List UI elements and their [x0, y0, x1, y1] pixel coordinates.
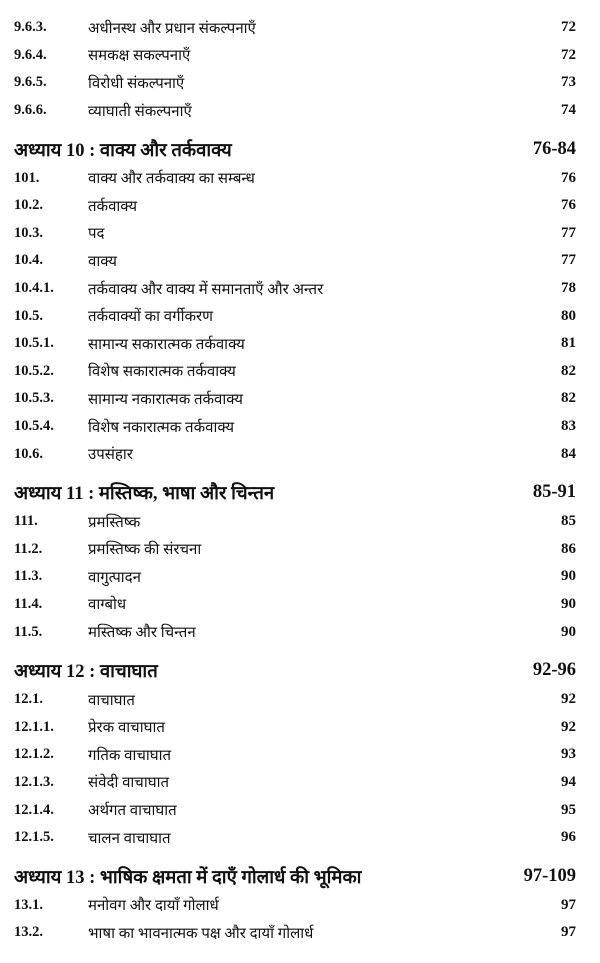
entry-number: 11.5. [14, 623, 43, 640]
entry-number: 9.6.5. [14, 74, 47, 91]
toc-entry [14, 275, 576, 303]
entry-title: सामान्य नकारात्मक तर्कवाक्य [88, 391, 243, 408]
entry-title: चालन वाचाघात [88, 830, 171, 847]
chapter-title: अध्याय 13 : भाषिक क्षमता में दाएँ गोलार्ध की भूमिका [14, 867, 362, 888]
entry-page: 77 [561, 252, 576, 269]
entry-page: 90 [561, 623, 576, 640]
entry-number: 10.3. [14, 224, 43, 241]
toc-entry [14, 796, 576, 824]
entry-title: विरोधी संकल्पनाएँ [88, 75, 185, 92]
entry-title: विशेष सकारात्मक तर्कवाक्य [88, 364, 236, 381]
entry-number: 10.6. [14, 445, 43, 462]
entry-page: 83 [561, 418, 576, 435]
chapter-page-range: 92-96 [532, 660, 576, 681]
entry-title: वागुत्पादन [88, 569, 141, 586]
entry-number: 9.6.4. [14, 46, 47, 63]
toc-entry [14, 686, 576, 714]
toc-entry [14, 330, 576, 358]
chapter-heading [14, 478, 576, 508]
entry-title: विशेष नकारात्मक तर्कवाक्य [88, 419, 235, 436]
entry-title: मनोवग और दायाँ गोलार्ध [88, 898, 219, 915]
entry-number: 10.5.3. [14, 390, 54, 407]
toc-entry [14, 508, 576, 536]
entry-page: 86 [561, 540, 576, 557]
entry-title: वाचाघात [88, 692, 135, 709]
entry-page: 81 [561, 335, 576, 352]
entry-number: 10.5. [14, 307, 43, 324]
chapter-title: अध्याय 10 : वाक्य और तर्कवाक्य [14, 140, 232, 161]
entry-page: 92 [561, 691, 576, 708]
toc-entry [14, 824, 576, 852]
toc-entry [14, 769, 576, 797]
entry-title: संवेदी वाचाघात [88, 775, 170, 792]
entry-number: 12.1. [14, 691, 43, 708]
entry-number: 10.4.1. [14, 280, 54, 297]
entry-number: 9.6.3. [14, 19, 47, 36]
entry-page: 84 [561, 445, 576, 462]
toc-entry [14, 247, 576, 275]
entry-number: 9.6.6. [14, 102, 47, 119]
entry-title: भाषा का भावनात्मक पक्ष और दायाँ गोलार्ध [88, 925, 314, 942]
entry-title: उपसंहार [88, 447, 133, 464]
chapter-page-range: 76-84 [532, 138, 576, 159]
entry-page: 93 [561, 746, 576, 763]
toc-entry [14, 192, 576, 220]
entry-page: 92 [561, 718, 576, 735]
toc-entry [14, 14, 576, 42]
entry-title: व्याघाती संकल्पनाएँ [88, 103, 192, 120]
entry-page: 82 [561, 362, 576, 379]
entry-page: 72 [561, 19, 576, 36]
entry-page: 72 [561, 46, 576, 63]
entry-number: 12.1.5. [14, 829, 54, 846]
toc-entry [14, 302, 576, 330]
entry-page: 90 [561, 595, 576, 612]
toc-entry [14, 919, 576, 947]
entry-page: 95 [561, 801, 576, 818]
table-of-contents [14, 14, 576, 947]
entry-title: वाक्य और तर्कवाक्य का सम्बन्ध [88, 171, 255, 188]
entry-title: समकक्ष सकल्पनाएँ [88, 48, 191, 65]
toc-entry [14, 358, 576, 386]
entry-title: प्रमस्तिष्क [88, 514, 141, 531]
entry-number: 11.2. [14, 540, 43, 557]
entry-page: 82 [561, 390, 576, 407]
entry-page: 90 [561, 568, 576, 585]
chapter-page-range: 85-91 [532, 482, 576, 503]
entry-title: मस्तिष्क और चिन्तन [88, 625, 196, 642]
entry-number: 12.1.2. [14, 746, 54, 763]
entry-title: पद [88, 226, 105, 243]
entry-number: 10.5.1. [14, 335, 54, 352]
entry-number: 12.1.3. [14, 773, 54, 790]
toc-entry [14, 69, 576, 97]
toc-entry [14, 536, 576, 564]
toc-entry [14, 591, 576, 619]
entry-title: गतिक वाचाघात [88, 747, 172, 764]
entry-title: सामान्य सकारात्मक तर्कवाक्य [88, 336, 245, 353]
toc-entry [14, 220, 576, 248]
toc-entry [14, 741, 576, 769]
entry-number: 111. [14, 513, 38, 530]
entry-page: 97 [561, 924, 576, 941]
toc-entry [14, 385, 576, 413]
entry-title: प्रमस्तिष्क की संरचना [88, 542, 202, 559]
entry-page: 73 [561, 74, 576, 91]
entry-page: 80 [561, 307, 576, 324]
chapter-heading [14, 656, 576, 686]
toc-entry [14, 891, 576, 919]
entry-page: 78 [561, 280, 576, 297]
chapter-title: अध्याय 11 : मस्तिष्क, भाषा और चिन्तन [14, 484, 275, 505]
entry-title: वाक्य [88, 253, 117, 270]
entry-number: 101. [14, 169, 40, 186]
entry-number: 10.4. [14, 252, 43, 269]
toc-entry [14, 42, 576, 70]
entry-number: 10.2. [14, 197, 43, 214]
entry-title: वाग्बोध [88, 597, 127, 614]
entry-number: 13.1. [14, 896, 43, 913]
entry-number: 10.5.2. [14, 362, 54, 379]
toc-entry [14, 563, 576, 591]
entry-page: 96 [561, 829, 576, 846]
entry-number: 11.3. [14, 568, 43, 585]
toc-entry [14, 618, 576, 646]
entry-page: 85 [561, 513, 576, 530]
entry-title: अधीनस्थ और प्रधान संकल्पनाएँ [88, 20, 256, 37]
entry-title: अर्थगत वाचाघात [88, 803, 177, 820]
chapter-heading [14, 134, 576, 164]
entry-title: प्रेरक वाचाघात [88, 720, 165, 737]
entry-page: 76 [561, 197, 576, 214]
toc-entry [14, 97, 576, 125]
entry-title: तर्कवाक्यों का वर्गीकरण [88, 309, 213, 326]
entry-title: तर्कवाक्य और वाक्य में समानताएँ और अन्तर [88, 281, 324, 298]
entry-page: 94 [561, 773, 576, 790]
chapter-page-range: 97-109 [523, 865, 576, 886]
entry-number: 10.5.4. [14, 418, 54, 435]
entry-page: 76 [561, 169, 576, 186]
entry-number: 13.2. [14, 924, 43, 941]
chapter-heading [14, 861, 576, 891]
toc-entry [14, 413, 576, 441]
toc-entry [14, 440, 576, 468]
toc-entry [14, 713, 576, 741]
entry-number: 12.1.4. [14, 801, 54, 818]
entry-number: 11.4. [14, 595, 43, 612]
chapter-title: अध्याय 12 : वाचाघात [14, 662, 158, 683]
entry-number: 12.1.1. [14, 718, 54, 735]
entry-page: 97 [561, 896, 576, 913]
entry-page: 77 [561, 224, 576, 241]
toc-entry [14, 164, 576, 192]
entry-page: 74 [561, 102, 576, 119]
entry-title: तर्कवाक्य [88, 198, 138, 215]
